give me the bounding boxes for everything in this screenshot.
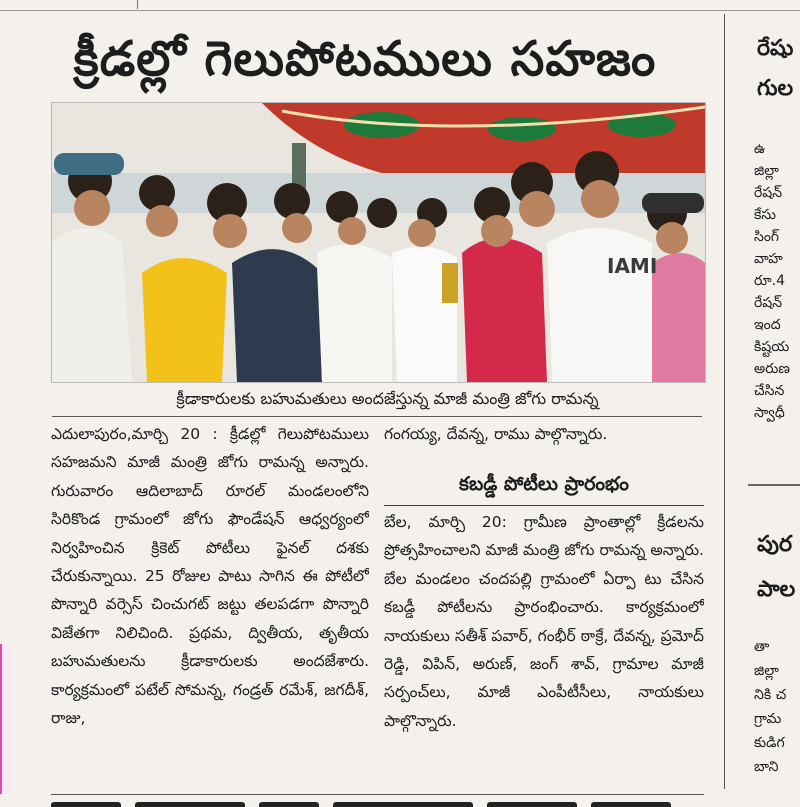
top-divider-tick (137, 0, 138, 9)
players-photo-illustration (52, 103, 705, 382)
article-photo (51, 102, 706, 383)
right-article-headline-line-1: రేషు (757, 36, 794, 61)
right-article-line: రేషన్ (754, 295, 783, 311)
right-article-line: ఇంద (754, 317, 781, 333)
left-edge-advert-strip (0, 644, 12, 794)
sub-headline-rule (384, 505, 704, 506)
jersey-text: IAMI (607, 254, 658, 278)
right-article-line: రూ.4 (754, 273, 786, 289)
right-article-2-line: నికి చ (754, 687, 787, 703)
right-article-2-line: తా (754, 639, 770, 655)
right-article-line: జిల్లా (754, 163, 779, 179)
sub-article-body (384, 508, 704, 778)
right-article-line: కేసు (754, 207, 776, 223)
right-article-line: స్వాధీ (754, 405, 785, 421)
photo-caption: క్రీడాకారులకు బహుమతులు అందజేస్తున్న మాజీ మంత్రి జోగు రామన్న (176, 389, 599, 408)
article-headline: క్రీడల్లో గెలుపోటములు సహజం (73, 31, 657, 87)
right-article-line: ఉ (754, 141, 766, 157)
right-article-line: సింగ్ (754, 229, 780, 245)
right-article-2-line: జిల్లా (754, 663, 779, 679)
right-article-line: కిష్టయ (754, 339, 790, 355)
sub-article-text: బేల, మార్చి 20: గ్రామీణ ప్రాంతాల్లో క్రీడలను ప్రోత్సహించాలని మాజీ మంత్రి జోగు రామన్న అన్నారు. బేల మండలం చందపల్లి గ్రామంలో ఏర్పా టు చేసిన కబడ్డీ పోటీలను ప్రారంభించారు. కార్యక్రమంలో నాయకులు సతీశ్ పవార్, గంభీర్ ఠాక్రే, దేవన్న, ప్రమోద్ రెడ్డి, విపిన్, అరుణ్, జంగ్ శావ్, గ్రామాల మాజీ సర్పంచ్‌లు, మాజీ ఎంపీటీసీలు, నాయకులు పాల్గొన్నారు. (384, 513, 704, 730)
article-body-column-1 (51, 420, 369, 790)
article-body-text: ఎదులాపురం,మార్చి 20 : క్రీడల్లో గెలుపోటములు సహజమని మాజీ మంత్రి జోగు రామన్న అన్నారు. గురువారం ఆదిలాబాద్ రూరల్ మండలంలోని సిరికొండ గ్రామంలో జోగు ఫౌండేషన్ ఆధ్వర్యంలో నిర్వహించిన క్రికెట్ పోటీలు ఫైనల్ దశకు చేరుకున్నాయి. 25 రోజుల పాటు సాగిన ఈ పోటీలో పొన్నారి వర్సెస్ చించుగట్ జట్టు తలపడగా పొన్నారి విజేతగా నిలిచింది. ప్రథమ, ద్వితీయ, తృతీయ బహుమతులను క్రీడాకారులకు అందజేశారు. కార్యక్రమంలో పటేల్ సోమన్న, గండ్రత్ రమేశ్, జగదీశ్, రాజు, (51, 425, 369, 728)
article-body-continuation: గంగయ్య, దేవన్న, రాము పాల్గొన్నారు. (384, 425, 608, 443)
next-headline-cropped (51, 797, 704, 807)
right-article-2-headline-line-1: పుర (757, 532, 793, 557)
bottom-rule (51, 794, 704, 795)
right-article-line: చేసిన (754, 383, 785, 399)
right-article-rule (748, 484, 800, 486)
right-article-2-line: కుడిగ (754, 735, 785, 751)
top-rule (0, 0, 800, 11)
column-divider (724, 14, 725, 789)
right-article-2-line: బాని (754, 759, 779, 775)
right-article-line: వాహ (754, 251, 783, 267)
right-article-headline-line-2: గుల (757, 76, 794, 101)
right-article-line: రేషన్ (754, 185, 783, 201)
article-body-column-2 (384, 420, 704, 460)
right-article-2-headline-line-2: పాల (757, 577, 796, 602)
caption-rule (52, 416, 702, 417)
right-article-2-line: గ్రామ (754, 711, 782, 727)
sub-article-headline: కబడ్డీ పోటీలు ప్రారంభం (459, 473, 629, 495)
right-article-line: అరుణ (754, 361, 790, 377)
